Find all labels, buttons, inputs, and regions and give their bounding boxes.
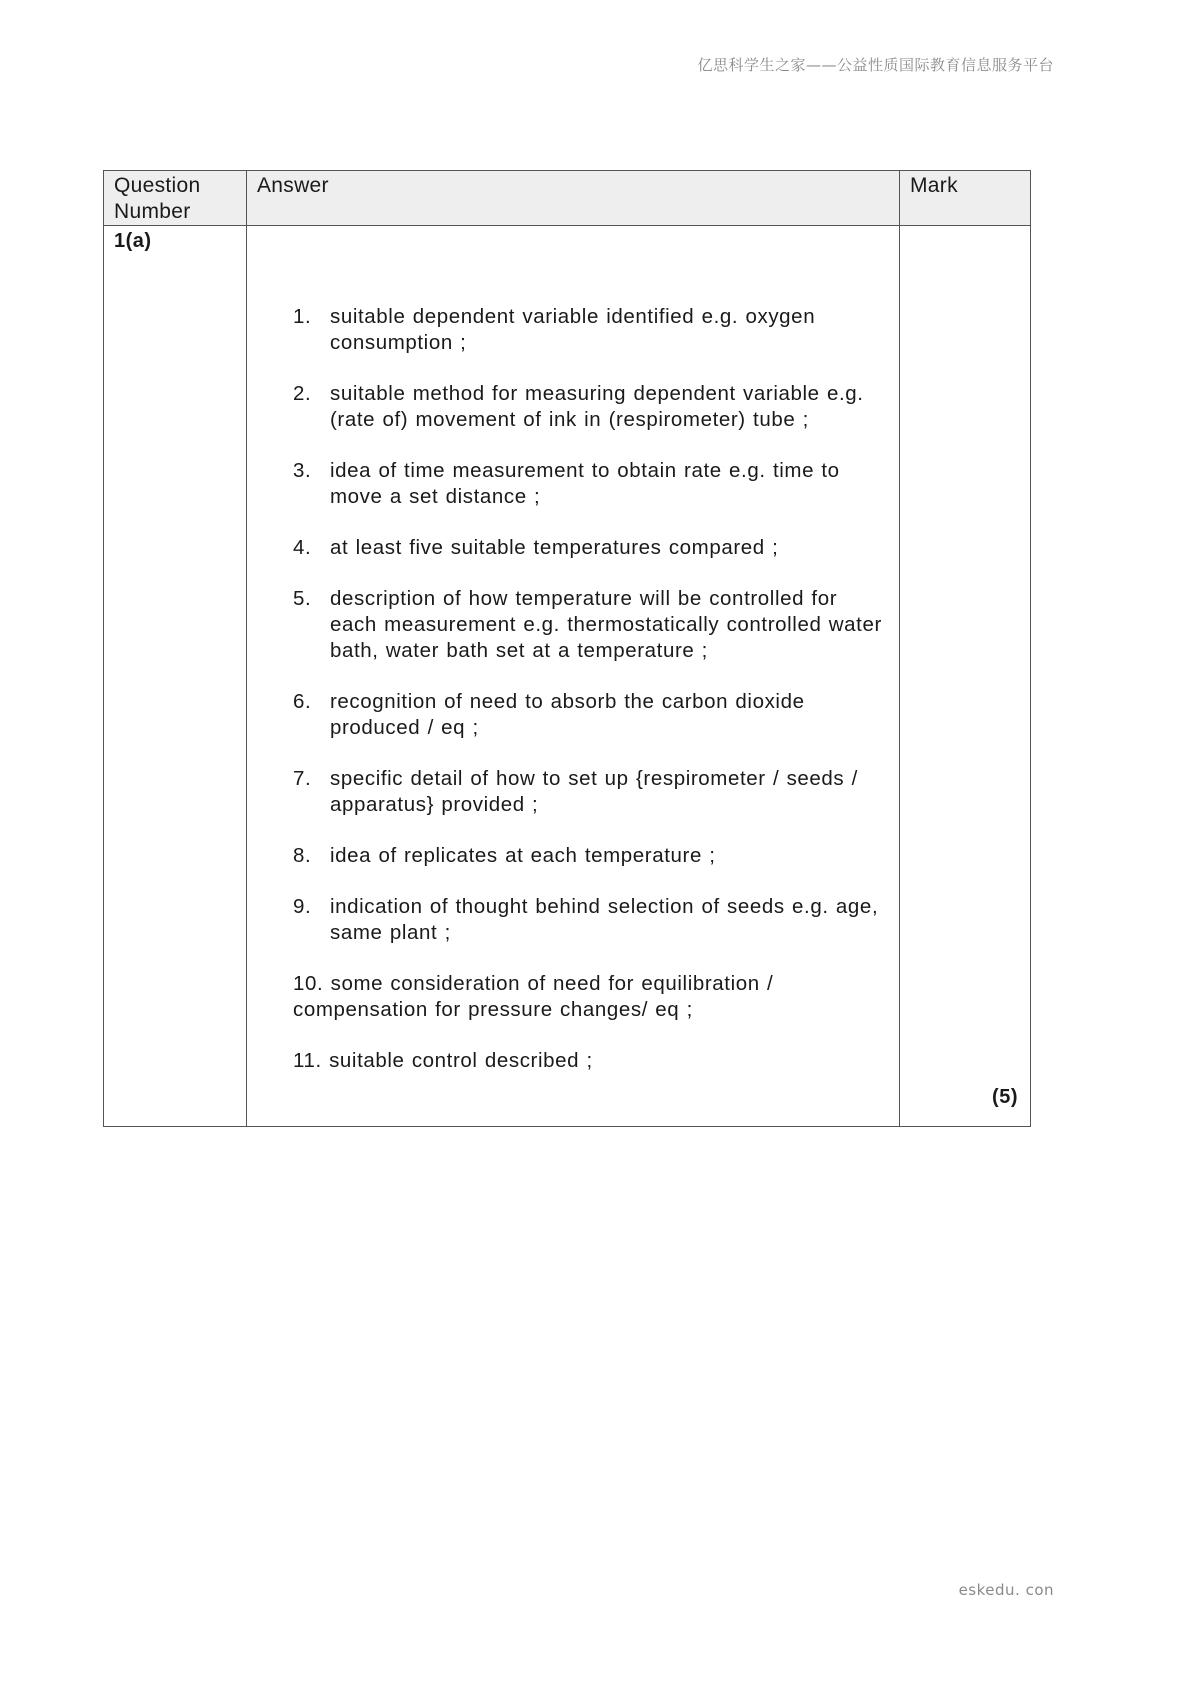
mark-header	[900, 171, 1031, 226]
question-number-cell	[104, 226, 247, 1127]
answer-text: some consideration of need for equilibration / compensation for pressure changes/ eq ;	[293, 972, 774, 1021]
answer-item	[247, 1048, 899, 1074]
answer-number: 9.	[293, 895, 312, 918]
answer-text: suitable dependent variable identified e.g. oxygen consumption ;	[330, 305, 816, 354]
answer-number: 2.	[293, 382, 312, 405]
answer-number: 10.	[293, 972, 324, 995]
answer-number: 3.	[293, 459, 312, 482]
answer-item	[247, 766, 899, 818]
question-number-header	[104, 171, 247, 226]
answer-text: description of how temperature will be controlled for each measurement e.g. thermostatically controlled water bath, water bath set at a temperature ;	[330, 587, 882, 662]
answer-item	[247, 458, 899, 510]
answer-number: 8.	[293, 844, 312, 867]
answer-item	[247, 535, 899, 561]
answer-number: 7.	[293, 767, 312, 790]
answer-item	[247, 894, 899, 946]
answer-item	[247, 971, 899, 1023]
question-number-header-label: Question Number	[114, 174, 201, 223]
footer-note: eskedu. con	[958, 1581, 1054, 1599]
answer-text: at least five suitable temperatures compared ;	[330, 536, 779, 559]
answer-list	[247, 304, 899, 1099]
mark-header-label: Mark	[910, 174, 958, 197]
answer-item	[247, 381, 899, 433]
question-number: 1(a)	[114, 230, 152, 252]
answer-text: specific detail of how to set up {respirometer / seeds / apparatus} provided ;	[330, 767, 858, 816]
answer-number: 11.	[293, 1049, 322, 1072]
mark-cell	[900, 226, 1031, 1127]
mark-scheme-table	[103, 170, 1031, 1127]
answer-text: idea of replicates at each temperature ;	[330, 844, 716, 867]
answer-item	[247, 689, 899, 741]
mark-value: (5)	[992, 1086, 1018, 1108]
answer-text: suitable control described ;	[329, 1049, 593, 1072]
table-header-row	[104, 171, 1031, 226]
answer-item	[247, 586, 899, 664]
header-note: 亿思科学生之家——公益性质国际教育信息服务平台	[697, 56, 1054, 74]
answer-number: 4.	[293, 536, 312, 559]
answer-number: 6.	[293, 690, 312, 713]
answer-cell	[247, 226, 900, 1127]
answer-header-label: Answer	[257, 174, 329, 197]
answer-text: suitable method for measuring dependent variable e.g. (rate of) movement of ink in (respirometer) tube ;	[330, 382, 864, 431]
answer-item	[247, 304, 899, 356]
answer-number: 5.	[293, 587, 312, 610]
answer-text: idea of time measurement to obtain rate e.g. time to move a set distance ;	[330, 459, 840, 508]
answer-number: 1.	[293, 305, 312, 328]
answer-text: recognition of need to absorb the carbon dioxide produced / eq ;	[330, 690, 805, 739]
answer-header	[247, 171, 900, 226]
table-row	[104, 226, 1031, 1127]
answer-item	[247, 843, 899, 869]
answer-text: indication of thought behind selection of seeds e.g. age, same plant ;	[330, 895, 879, 944]
